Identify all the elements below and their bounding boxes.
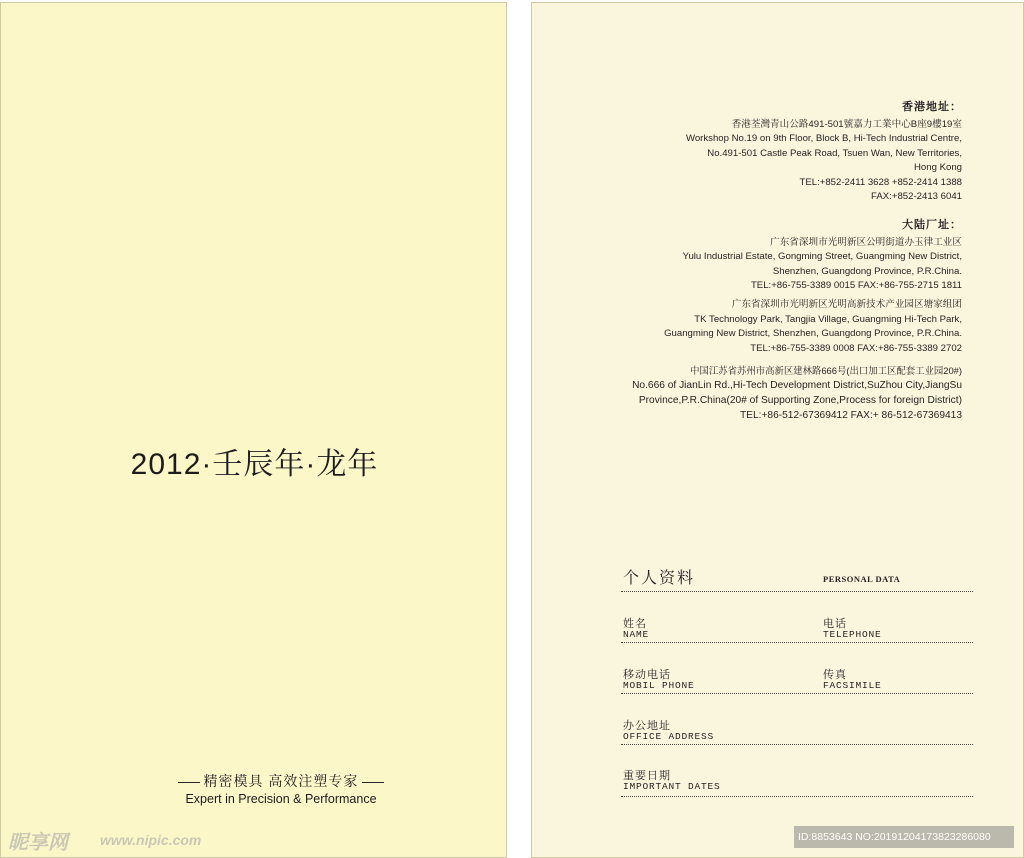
address-line: Yulu Industrial Estate, Gongming Street, Guangming New District, — [682, 251, 962, 262]
important-dates-label-chinese: 重要日期 — [623, 770, 671, 782]
slogan-english: Expert in Precision & Performance — [185, 792, 377, 806]
phone-fax-line: TEL:+86-755-3389 0008 FAX:+86-755-3389 2702 — [750, 342, 962, 354]
address-line: Hong Kong — [913, 162, 962, 173]
watermark-logo: 昵享网 — [8, 832, 68, 854]
telephone-label-english: TELEPHONE — [823, 629, 882, 640]
address-line: Guangming New District, Shenzhen, Guangdong Province, P.R.China. — [664, 328, 962, 339]
left-page-cover — [0, 2, 507, 858]
mainland-factory-address — [683, 218, 962, 294]
slogan-left-dash — [178, 782, 200, 783]
address-line: Shenzhen, Guangdong Province, P.R.China. — [772, 265, 962, 277]
mobile-label-english: MOBIL PHONE — [623, 680, 695, 691]
slogan-chinese — [1, 771, 561, 791]
office-address-label-chinese: 办公地址 — [623, 720, 671, 732]
divider — [621, 796, 973, 797]
hong-kong-address — [686, 100, 962, 205]
personal-data-title-english: PERSONAL DATA — [823, 574, 901, 584]
address-line: Workshop No.19 on 9th Floor, Block B, Hi-Tech Industrial Centre, — [685, 133, 962, 144]
cover-title: 2012·壬辰年·龙年 — [130, 448, 379, 481]
divider — [621, 693, 973, 694]
address-line: No.666 of JianLin Rd.,Hi-Tech Development District,SuZhou City,JiangSu — [632, 380, 962, 391]
telephone-label-chinese: 电话 — [823, 618, 847, 630]
name-label-english: NAME — [623, 629, 650, 640]
personal-data-title-chinese: 个人资料 — [623, 570, 696, 587]
address-line: TK Technology Park, Tangjia Village, Guangming Hi-Tech Park, — [694, 313, 962, 325]
address-line: 广东省深圳市光明新区公明街道办玉律工业区 — [770, 236, 962, 248]
address-line: 广东省深圳市光明新区光明高新技术产业园区塘家组团 — [731, 299, 962, 310]
fax-label-chinese: 传真 — [823, 669, 847, 681]
address-line: 中国江苏省苏州市高新区建林路666号(出口加工区配套工业园20#) — [690, 365, 962, 376]
address-line: Province,P.R.China(20# of Supporting Zone,Process for foreign District) — [638, 395, 962, 406]
phone-line: TEL:+852-2411 3628 +852-2414 1388 — [799, 176, 962, 188]
name-label-chinese: 姓名 — [623, 618, 647, 630]
slogan-chinese-text: 精密模具 高效注塑专家 — [203, 773, 359, 789]
mobile-label-chinese: 移动电话 — [623, 669, 671, 681]
phone-fax-line: TEL:+86-755-3389 0015 FAX:+86-755-2715 1811 — [750, 280, 962, 291]
divider — [621, 642, 973, 643]
watermark-url: www.nipic.com — [100, 832, 202, 848]
image-id-bar: ID:8853643 NO:20191204173823286080 — [794, 826, 1014, 848]
divider — [621, 591, 973, 592]
tk-technology-park-address — [664, 298, 962, 356]
mainland-factory-heading: 大陆厂址： — [902, 219, 962, 231]
address-line: No.491-501 Castle Peak Road, Tsuen Wan, New Territories, — [707, 147, 962, 159]
important-dates-label-english: IMPORTANT DATES — [623, 781, 721, 792]
hong-kong-address-heading: 香港地址： — [902, 101, 962, 113]
divider — [621, 744, 973, 745]
suzhou-address — [632, 363, 962, 423]
office-address-label-english: OFFICE ADDRESS — [623, 731, 715, 742]
fax-label-english: FACSIMILE — [823, 680, 882, 691]
address-line: 香港荃灣青山公路491-501號嘉力工業中心B座9樓19室 — [731, 118, 962, 130]
phone-fax-line: TEL:+86-512-67369412 FAX:+ 86-512-67369413 — [739, 410, 962, 421]
slogan-right-dash — [362, 782, 384, 783]
fax-line: FAX:+852-2413 6041 — [871, 191, 962, 202]
